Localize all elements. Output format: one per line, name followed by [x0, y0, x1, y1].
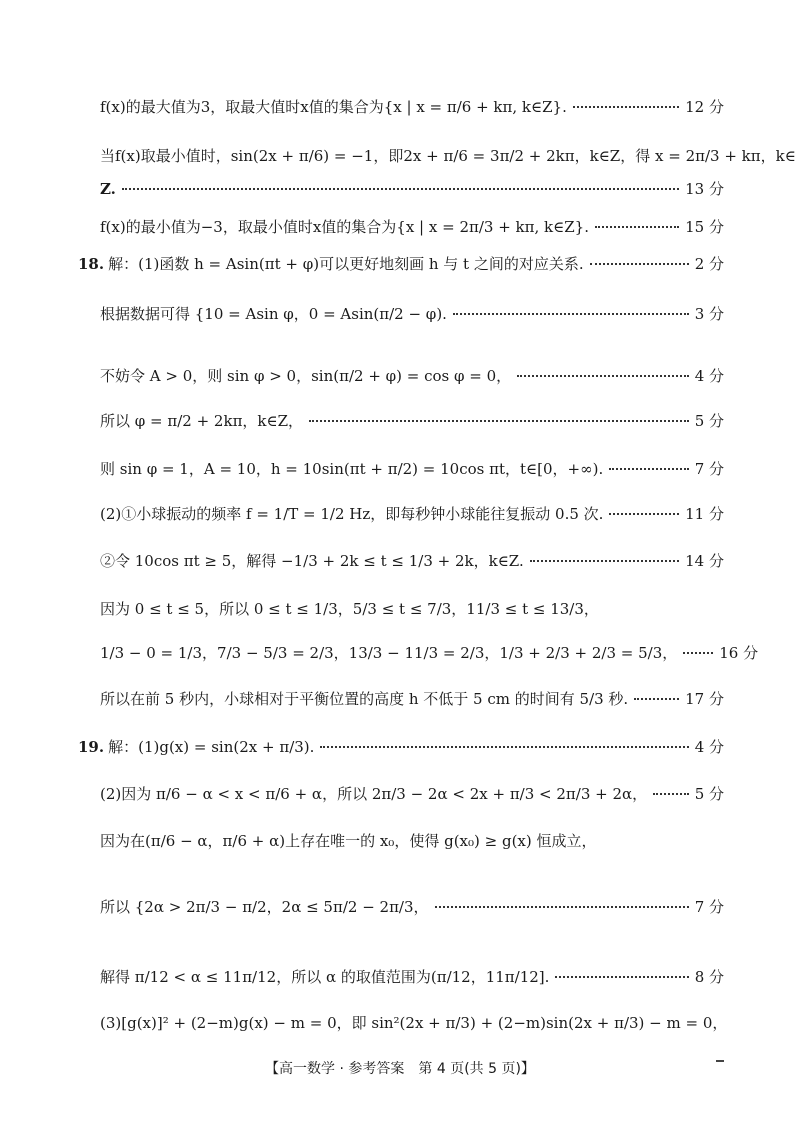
page-footer: 【高一数学 · 参考答案 第 4 页(共 5 页)】: [265, 1061, 535, 1077]
leader-dots: [595, 226, 679, 228]
line-text: (3)[g(x)]² + (2−m)g(x) − m = 0，即 sin²(2x + π/3) + (2−m)sin(2x + π/3) − m = 0，: [100, 1014, 728, 1032]
line-16: [100, 783, 724, 804]
question-number: 19.: [78, 737, 105, 756]
line-text: 所以在前 5 秒内，小球相对于平衡位置的高度 h 不低于 5 cm 的时间有 5/3 秒.: [100, 690, 629, 708]
line-text: 解：(1)g(x) = sin(2x + π/3).: [108, 738, 315, 756]
line-text: 因为在(π/6 − α，π/6 + α)上存在唯一的 x₀，使得 g(x₀) ≥ g(x) 恒成立，: [100, 832, 597, 850]
leader-dots: [555, 976, 688, 978]
line-3: [100, 178, 724, 199]
line-text: (2)因为 π/6 − α < x < π/6 + α，所以 2π/3 − 2α < 2x + π/3 < 2π/3 + 2α，: [100, 785, 648, 803]
line-7: [100, 365, 724, 386]
line-text: 所以 φ = π/2 + 2kπ，k∈Z，: [100, 412, 304, 430]
line-text: 因为 0 ≤ t ≤ 5，所以 0 ≤ t ≤ 1/3，5/3 ≤ t ≤ 7/3，11/3 ≤ t ≤ 13/3，: [100, 600, 599, 618]
line-text: ②令 10cos πt ≥ 5，解得 −1/3 + 2k ≤ t ≤ 1/3 + 2k，k∈Z.: [100, 552, 524, 570]
score: 13 分: [685, 180, 724, 198]
line-text: 不妨令 A > 0，则 sin φ > 0，sin(π/2 + φ) = cos φ = 0，: [100, 367, 512, 385]
line-8: [100, 410, 724, 431]
score: 3 分: [694, 305, 724, 323]
score: 5 分: [694, 785, 724, 803]
line-text: 所以 {2α > 2π/3 − π/2，2α ≤ 5π/2 − 2π/3，: [100, 898, 429, 916]
line-14: [100, 688, 724, 709]
leader-dots: [683, 652, 713, 654]
line-9: [100, 458, 724, 479]
score: 4 分: [694, 367, 724, 385]
score: 7 分: [694, 898, 724, 916]
line-6: [100, 303, 724, 324]
score: 7 分: [694, 460, 724, 478]
line-12: [100, 598, 724, 619]
line-11: [100, 550, 724, 571]
question-19-line: [78, 736, 724, 757]
line-text: 根据数据可得 {10 = Asin φ，0 = Asin(π/2 − φ).: [100, 305, 447, 323]
leader-dots: [590, 263, 689, 265]
score: 5 分: [694, 412, 724, 430]
line-19: [100, 966, 724, 987]
leader-dots: [609, 468, 688, 470]
line-text: (2)①小球振动的频率 f = 1/T = 1/2 Hz，即每秒钟小球能往复振动 0.5 次.: [100, 505, 604, 523]
line-13: [100, 642, 759, 663]
line-text: f(x)的最小值为−3，取最小值时x值的集合为{x | x = 2π/3 + kπ, k∈Z}.: [100, 218, 589, 236]
leader-dots: [122, 188, 679, 190]
score: 17 分: [685, 690, 724, 708]
leader-dots: [530, 560, 679, 562]
score: 8 分: [694, 968, 724, 986]
line-text: 解：(1)函数 h = Asin(πt + φ)可以更好地刻画 h 与 t 之间的对应关系.: [108, 255, 584, 273]
question-number: 18.: [78, 254, 105, 273]
score: 14 分: [685, 552, 724, 570]
line-18: [100, 896, 724, 917]
line-2: [100, 145, 796, 166]
line-text: 解得 π/12 < α ≤ 11π/12，所以 α 的取值范围为(π/12，11π/12].: [100, 968, 550, 986]
line-17: [100, 830, 724, 851]
leader-dots: [453, 313, 689, 315]
leader-dots: [435, 906, 689, 908]
score: 2 分: [694, 255, 724, 273]
leader-dots: [634, 698, 679, 700]
leader-dots: [320, 746, 688, 748]
line-1: [100, 96, 724, 117]
leader-dots: [309, 420, 689, 422]
leader-dots: [573, 106, 679, 108]
question-18-line: [78, 253, 724, 274]
line-4: [100, 216, 724, 237]
score: 16 分: [719, 644, 759, 662]
leader-dots: [653, 793, 689, 795]
line-20: [100, 1012, 728, 1033]
score: 11 分: [685, 505, 724, 523]
leader-dots: [609, 513, 679, 515]
leader-dots: [517, 375, 689, 377]
line-text: f(x)的最大值为3，取最大值时x值的集合为{x | x = π/6 + kπ, k∈Z}.: [100, 98, 567, 116]
score: 4 分: [694, 738, 724, 756]
line-10: [100, 503, 724, 524]
line-text: Z.: [100, 179, 116, 198]
score: 12 分: [685, 98, 724, 116]
line-text: 当f(x)取最小值时，sin(2x + π/6) = −1，即2x + π/6 = 3π/2 + 2kπ，k∈Z，得 x = 2π/3 + kπ，k∈: [100, 147, 796, 165]
line-text: 则 sin φ = 1，A = 10，h = 10sin(πt + π/2) = 10cos πt，t∈[0，+∞).: [100, 460, 604, 478]
corner-mark: [716, 1060, 724, 1062]
score: 15 分: [685, 218, 724, 236]
line-text: 1/3 − 0 = 1/3，7/3 − 5/3 = 2/3，13/3 − 11/3 = 2/3，1/3 + 2/3 + 2/3 = 5/3，: [100, 644, 678, 662]
